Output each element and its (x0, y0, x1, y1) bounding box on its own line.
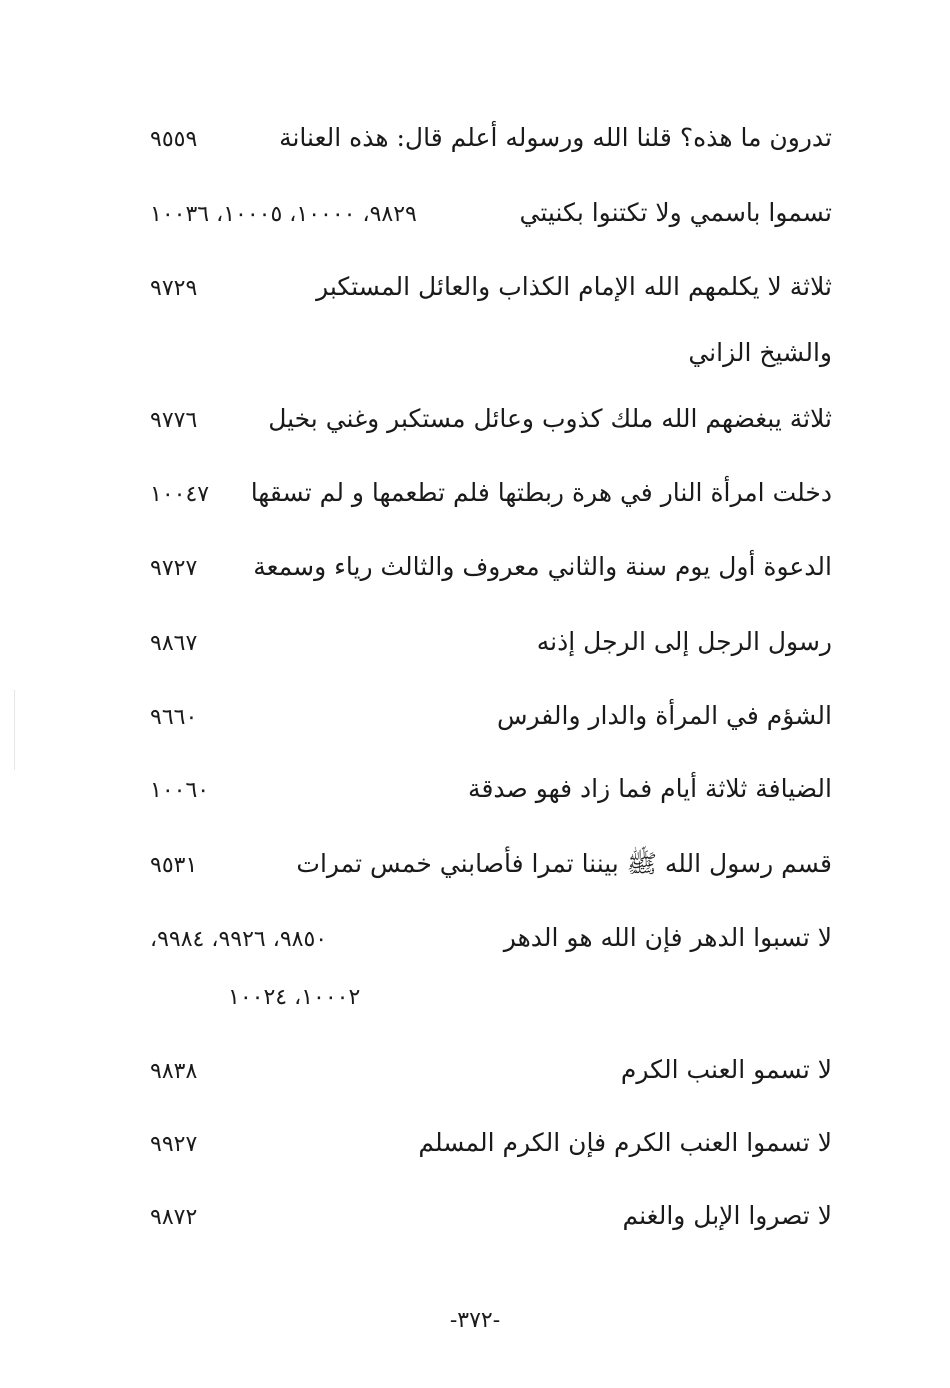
entry-refs: ٩٥٥٩ (150, 127, 198, 152)
entry-refs: ١٠٠٦٠ (150, 778, 210, 803)
entry-text: رسول الرجل إلى الرجل إذنه (536, 627, 832, 656)
index-entry (150, 769, 832, 809)
entry-refs: ٩٨٥٠، ٩٩٢٦، ٩٩٨٤، (150, 927, 328, 952)
entry-text: لا تصروا الإبل والغنم (622, 1201, 832, 1230)
index-entry (150, 1196, 832, 1236)
index-entry (150, 1123, 832, 1163)
entry-text: دخلت امرأة النار في هرة ربطتها فلم تطعمها و لم تسقها (250, 478, 832, 507)
entry-text: الدعوة أول يوم سنة والثاني معروف والثالث رياء وسمعة (253, 552, 832, 581)
entry-text: لا تسموا العنب الكرم فإن الكرم المسلم (418, 1128, 832, 1157)
entry-refs: ٩٨٦٧ (150, 631, 198, 656)
entry-text: لا تسبوا الدهر فإن الله هو الدهر (503, 923, 832, 952)
index-entry (150, 547, 832, 587)
entry-text: الضيافة ثلاثة أيام فما زاد فهو صدقة (468, 774, 832, 803)
entry-text: ثلاثة يبغضهم الله ملك كذوب وعائل مستكبر وغني بخيل (268, 404, 832, 433)
index-entry (150, 1050, 832, 1090)
index-entry (150, 118, 832, 158)
index-entry (150, 399, 832, 439)
index-entry (150, 918, 832, 1018)
entry-text: تسموا باسمي ولا تكتنوا بكنيتي (519, 198, 832, 227)
entry-text-continuation: والشيخ الزاني (688, 338, 832, 367)
entry-refs: ٩٨٣٨ (150, 1059, 198, 1084)
entry-text: ثلاثة لا يكلمهم الله الإمام الكذاب والعائل المستكبر (316, 272, 832, 301)
entry-text: تدرون ما هذه؟ قلنا الله ورسوله أعلم قال: هذه العنانة (279, 123, 832, 152)
index-entry (150, 696, 832, 736)
entry-refs: ٩٦٦٠ (150, 705, 198, 730)
entry-text: قسم رسول الله ﷺ بيننا تمرا فأصابني خمس تمرات (296, 849, 832, 878)
entry-refs: ٩٩٢٧ (150, 1132, 198, 1157)
entry-text: لا تسمو العنب الكرم (620, 1055, 832, 1084)
entry-refs: ٩٧٢٩ (150, 276, 198, 301)
page-number: -٣٧٢- (449, 1308, 501, 1333)
entry-refs: ٩٥٣١ (150, 853, 198, 878)
scan-edge-mark (14, 690, 15, 770)
entry-refs-continuation: ١٠٠٠٢، ١٠٠٢٤ (228, 985, 361, 1010)
entry-refs: ٩٧٢٧ (150, 556, 198, 581)
index-entry (150, 267, 832, 373)
index-entry (150, 193, 832, 233)
index-entry (150, 622, 832, 662)
entry-refs: ٩٨٢٩، ١٠٠٠٠، ١٠٠٠٥، ١٠٠٣٦ (150, 202, 417, 227)
entry-refs: ٩٨٧٢ (150, 1205, 198, 1230)
entry-text: الشؤم في المرأة والدار والفرس (496, 701, 832, 730)
entry-refs: ٩٧٧٦ (150, 408, 198, 433)
index-entry (150, 844, 832, 884)
index-entry (150, 473, 832, 513)
entry-refs: ١٠٠٤٧ (150, 482, 210, 507)
